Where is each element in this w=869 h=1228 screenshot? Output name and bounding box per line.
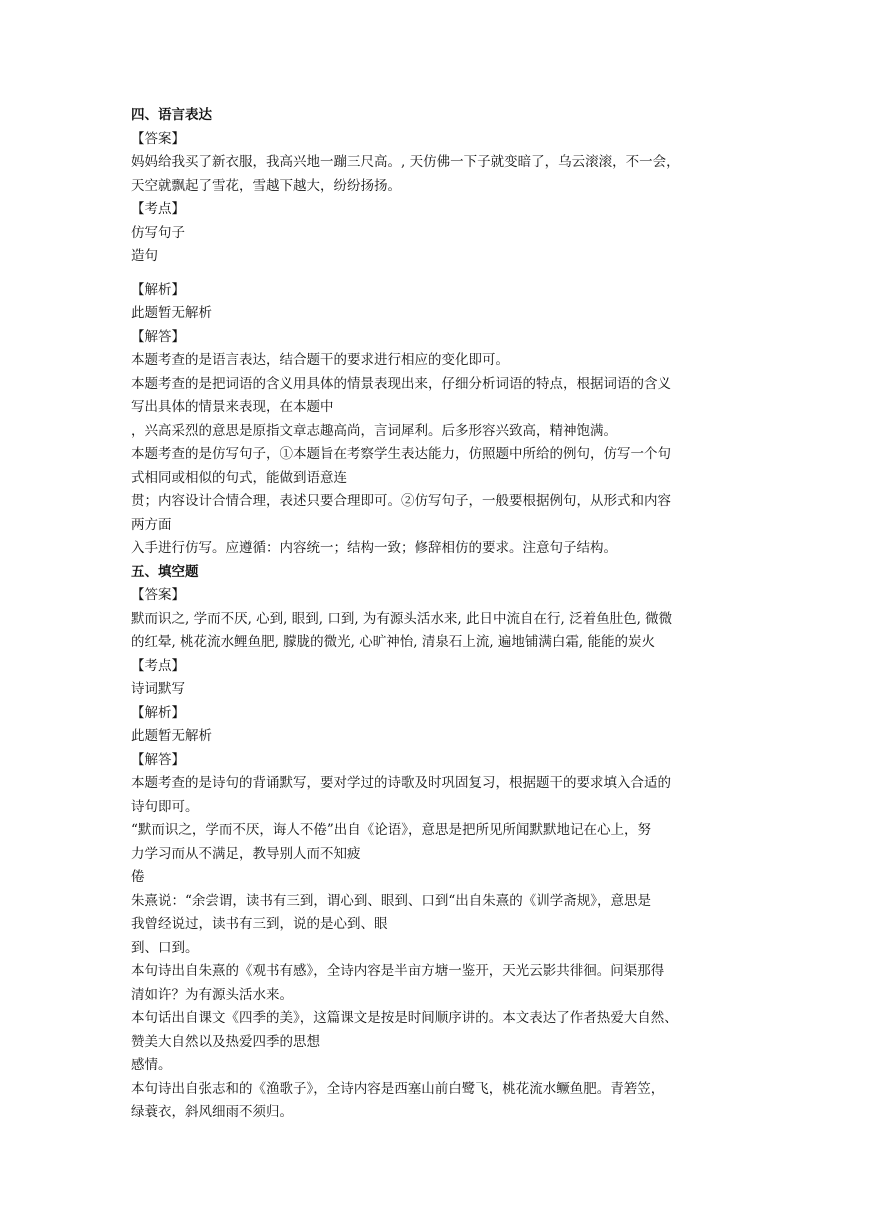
jieda-label: 【解答】 bbox=[131, 328, 185, 345]
jiexi-text: 此题暂无解析 bbox=[131, 728, 212, 744]
jieda-line: 我曾经说过，读书有三到，说的是心到、眼 bbox=[131, 916, 388, 932]
jieda-line: 清如许？为有源头活水来。 bbox=[131, 986, 293, 1003]
kaodian-item: 造句 bbox=[131, 248, 158, 264]
jieda-line: ，兴高采烈的意思是原指文章志趣高尚，言词犀利。后多形容兴致高，精神饱满。 bbox=[131, 422, 617, 439]
jieda-line: 倦 bbox=[131, 869, 145, 885]
answer-label: 【答案】 bbox=[131, 587, 185, 603]
answer-line: 的红晕, 桃花流水鲤鱼肥, 朦胧的微光, 心旷神怡, 清泉石上流, 遍地铺满白霜, 能能的炭火 bbox=[131, 634, 655, 650]
jieda-line: 本句话出自课文《四季的美》，这篇课文是按是时间顺序讲的。本文表达了作者热爱大自然、 bbox=[131, 1010, 678, 1026]
kaodian-item: 仿写句子 bbox=[131, 224, 185, 241]
jiexi-label: 【解析】 bbox=[131, 704, 185, 721]
jieda-line: 式相同或相似的句式，能做到语意连 bbox=[131, 469, 347, 486]
jieda-line: 两方面 bbox=[131, 516, 172, 533]
jieda-line: 本题考查的是仿写句子，①本题旨在考察学生表达能力，仿照题中所给的例句，仿写一个句 bbox=[131, 446, 671, 462]
jiexi-label: 【解析】 bbox=[131, 281, 185, 298]
jieda-line: 本题考查的是语言表达，结合题干的要求进行相应的变化即可。 bbox=[131, 352, 509, 368]
spacer bbox=[131, 269, 743, 279]
jieda-line: 贯；内容设计合情合理，表述只要合理即可。②仿写句子，一般要根据例句，从形式和内容 bbox=[131, 493, 671, 509]
answer-line: 天空就飘起了雪花，雪越下越大，纷纷扬扬。 bbox=[131, 177, 401, 194]
kaodian-label: 【考点】 bbox=[131, 201, 185, 217]
jieda-line: 诗句即可。 bbox=[131, 798, 199, 815]
document-content bbox=[131, 104, 743, 1125]
kaodian-label: 【考点】 bbox=[131, 657, 185, 674]
jieda-line: 本句诗出自朱熹的《观书有感》，全诗内容是半亩方塘一鉴开，天光云影共徘徊。问渠那得 bbox=[131, 963, 665, 979]
jieda-line: 到、口到。 bbox=[131, 939, 199, 956]
jieda-line: 本句诗出自张志和的《渔歌子》，全诗内容是西塞山前白鹭飞，桃花流水鳜鱼肥。青箬笠， bbox=[131, 1080, 665, 1097]
jieda-line: “默而识之，学而不厌，诲人不倦”出自《论语》，意思是把所见所闻默默地记在心上，努 bbox=[131, 822, 652, 838]
jieda-line: 本题考查的是诗句的背诵默写，要对学过的诗歌及时巩固复习，根据题干的要求填入合适的 bbox=[131, 775, 671, 791]
jieda-line: 力学习而从不满足，教导别人而不知疲 bbox=[131, 845, 361, 862]
jieda-label: 【解答】 bbox=[131, 751, 185, 768]
jieda-line: 感情。 bbox=[131, 1057, 172, 1073]
section-5-title: 五、填空题 bbox=[131, 563, 199, 580]
kaodian-item: 诗词默写 bbox=[131, 681, 185, 697]
answer-line: 默而识之, 学而不厌, 心到, 眼到, 口到, 为有源头活水来, 此日中流自在行, 泛着鱼肚色, 微微 bbox=[131, 610, 673, 627]
jieda-line: 写出具体的情景来表现，在本题中 bbox=[131, 399, 334, 415]
answer-label: 【答案】 bbox=[131, 130, 185, 147]
jieda-line: 赞美大自然以及热爱四季的思想 bbox=[131, 1033, 320, 1050]
section-4-title: 四、语言表达 bbox=[131, 107, 212, 123]
jiexi-text: 此题暂无解析 bbox=[131, 305, 212, 321]
jieda-line: 本题考查的是把词语的含义用具体的情景表现出来，仔细分析词语的特点，根据词语的含义 bbox=[131, 375, 671, 392]
jieda-line: 绿蓑衣，斜风细雨不须归。 bbox=[131, 1104, 293, 1120]
jieda-line: 入手进行仿写。应遵循：内容统一；结构一致；修辞相仿的要求。注意句子结构。 bbox=[131, 540, 617, 556]
answer-line: 妈妈给我买了新衣服，我高兴地一蹦三尺高。, 天仿佛一下子就变暗了，乌云滚滚，不一会， bbox=[131, 154, 680, 170]
jieda-line: 朱熹说：“余尝谓，读书有三到，谓心到、眼到、口到“出自朱熹的《训学斋规》，意思是 bbox=[131, 892, 652, 909]
